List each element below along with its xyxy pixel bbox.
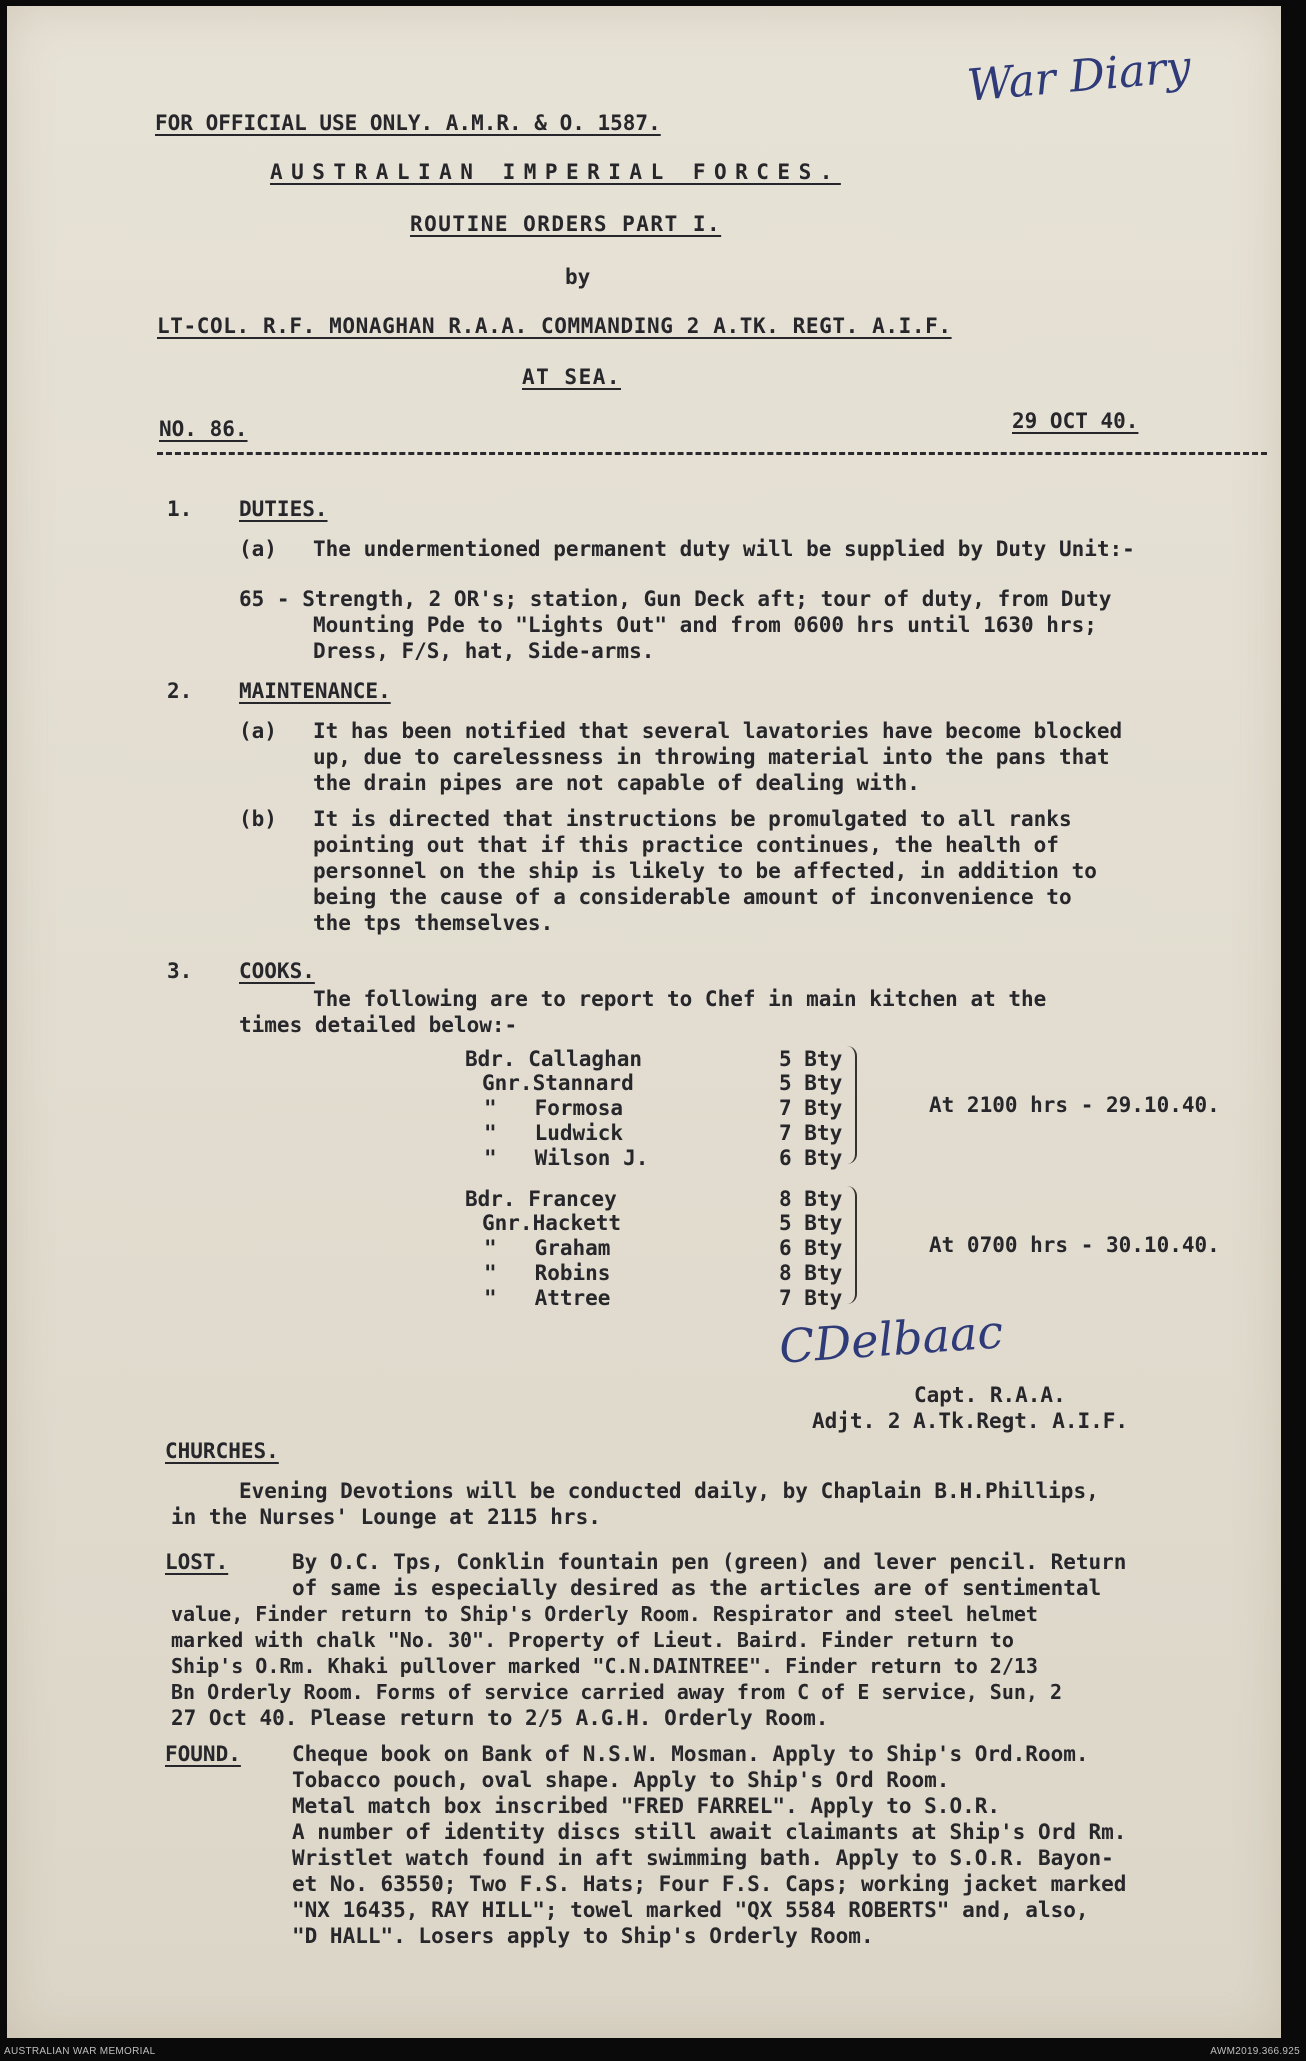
cook-time-2: At 0700 hrs - 30.10.40. [929,1233,1220,1257]
cooks-intro: times detailed below:- [239,1013,518,1037]
cook-name: " Ludwick [484,1121,624,1145]
handwritten-signature: CDelbaac [777,1304,1005,1374]
found-line: et No. 63550; Two F.S. Hats; Four F.S. Caps; working jacket marked [292,1872,1127,1896]
cook-battery: 5 Bty [779,1071,843,1095]
cook-battery: 5 Bty [779,1211,843,1235]
document-page [7,6,1281,2038]
maintenance-a-line: up, due to carelessness in throwing material into the pans that [313,745,1110,769]
lost-line: Ship's O.Rm. Khaki pullover marked "C.N.DAINTREE". Finder return to 2/13 [171,1654,1038,1678]
churches-title: CHURCHES. [165,1439,279,1463]
org-title: AUSTRALIAN IMPERIAL FORCES. [270,160,841,184]
cook-battery: 6 Bty [779,1236,843,1260]
found-line: "D HALL". Losers apply to Ship's Orderly Room. [292,1924,874,1948]
maintenance-a-label: (a) [239,719,277,743]
maintenance-b-line: the tps themselves. [313,911,554,935]
found-title: FOUND. [165,1742,241,1766]
section-1-title: DUTIES. [239,497,328,521]
group-1-brace [845,1046,857,1164]
cooks-intro: The following are to report to Chef in main kitchen at the [313,987,1047,1011]
churches-line: in the Nurses' Lounge at 2115 hrs. [171,1505,601,1529]
section-2-title: MAINTENANCE. [239,679,391,703]
maintenance-b-line: being the cause of a considerable amount of inconvenience to [313,885,1072,909]
maintenance-a-line: the drain pipes are not capable of dealing with. [313,771,920,795]
cook-battery: 7 Bty [779,1286,843,1310]
lost-line: By O.C. Tps, Conklin fountain pen (green) and lever pencil. Return [292,1550,1127,1574]
commander-line: LT-COL. R.F. MONAGHAN R.A.A. COMMANDING 2 A.TK. REGT. A.I.F. [157,314,952,338]
by-line: by [565,265,591,289]
found-line: "NX 16435, RAY HILL"; towel marked "QX 5584 ROBERTS" and, also, [292,1898,1089,1922]
cook-name: " Graham [484,1236,611,1260]
maintenance-b-line: It is directed that instructions be promulgated to all ranks [313,807,1072,831]
found-line: A number of identity discs still await claimants at Ship's Ord Rm. [292,1820,1127,1844]
header-divider [157,452,1267,455]
cook-name: " Formosa [484,1096,624,1120]
cook-battery: 5 Bty [779,1047,843,1071]
lost-line: of same is especially desired as the articles are of sentimental [292,1576,1102,1600]
maintenance-b-line: pointing out that if this practice continues, the health of [313,833,1059,857]
duties-a-label: (a) [239,537,277,561]
churches-line: Evening Devotions will be conducted daily, by Chaplain B.H.Phillips, [239,1479,1099,1503]
section-2-number: 2. [167,679,193,703]
group-2-brace [845,1186,857,1304]
lost-line: marked with chalk "No. 30". Property of Lieut. Baird. Finder return to [171,1628,1014,1652]
location-line: AT SEA. [522,365,622,389]
duties-line: Mounting Pde to "Lights Out" and from 0600 hrs until 1630 hrs; [313,613,1097,637]
official-use-line: FOR OFFICIAL USE ONLY. A.M.R. & O. 1587. [155,111,661,135]
order-number: NO. 86. [159,417,248,441]
cook-name: " Attree [484,1286,611,1310]
section-3-number: 3. [167,959,193,983]
maintenance-b-label: (b) [239,807,277,831]
cook-name: Bdr. Callaghan [465,1047,643,1071]
found-line: Wristlet watch found in aft swimming bath. Apply to S.O.R. Bayon- [292,1846,1114,1870]
cook-name: Gnr.Stannard [482,1071,634,1095]
maintenance-b-line: personnel on the ship is likely to be affected, in addition to [313,859,1097,883]
cook-battery: 7 Bty [779,1096,843,1120]
orders-title: ROUTINE ORDERS PART I. [410,212,722,236]
found-line: Cheque book on Bank of N.S.W. Mosman. Apply to Ship's Ord.Room. [292,1742,1089,1766]
found-line: Metal match box inscribed "FRED FARREL". Apply to S.O.R. [292,1794,1001,1818]
cook-name: " Robins [484,1261,611,1285]
lost-title: LOST. [165,1550,229,1574]
duties-line: 65 - Strength, 2 OR's; station, Gun Deck aft; tour of duty, from Duty [239,587,1112,611]
footer-right: AWM2019.366.925 [1210,2046,1300,2057]
order-date: 29 OCT 40. [1012,409,1139,433]
duties-a-text: The undermentioned permanent duty will be supplied by Duty Unit:- [313,537,1135,561]
section-1-number: 1. [167,497,193,521]
cook-name: Gnr.Hackett [482,1211,622,1235]
cook-battery: 8 Bty [779,1261,843,1285]
cook-battery: 6 Bty [779,1146,843,1170]
duties-line: Dress, F/S, hat, Side-arms. [313,639,655,663]
lost-line: value, Finder return to Ship's Orderly Room. Respirator and steel helmet [171,1602,1038,1626]
signatory-appointment: Adjt. 2 A.Tk.Regt. A.I.F. [812,1409,1129,1433]
war-diary-annotation: War Diary [965,41,1193,112]
maintenance-a-line: It has been notified that several lavatories have become blocked [313,719,1123,743]
cook-time-1: At 2100 hrs - 29.10.40. [929,1093,1220,1117]
found-line: Tobacco pouch, oval shape. Apply to Ship's Ord Room. [292,1768,950,1792]
signatory-rank: Capt. R.A.A. [914,1383,1066,1407]
cook-battery: 8 Bty [779,1187,843,1211]
cook-name: Bdr. Francey [465,1187,617,1211]
lost-line: 27 Oct 40. Please return to 2/5 A.G.H. Orderly Room. [171,1706,829,1730]
cook-name: " Wilson J. [484,1146,649,1170]
footer-left: AUSTRALIAN WAR MEMORIAL [4,2046,156,2057]
section-3-title: COOKS. [239,959,315,983]
cook-battery: 7 Bty [779,1121,843,1145]
lost-line: Bn Orderly Room. Forms of service carried away from C of E service, Sun, 2 [171,1680,1063,1704]
routine-orders-text [7,6,1281,2038]
